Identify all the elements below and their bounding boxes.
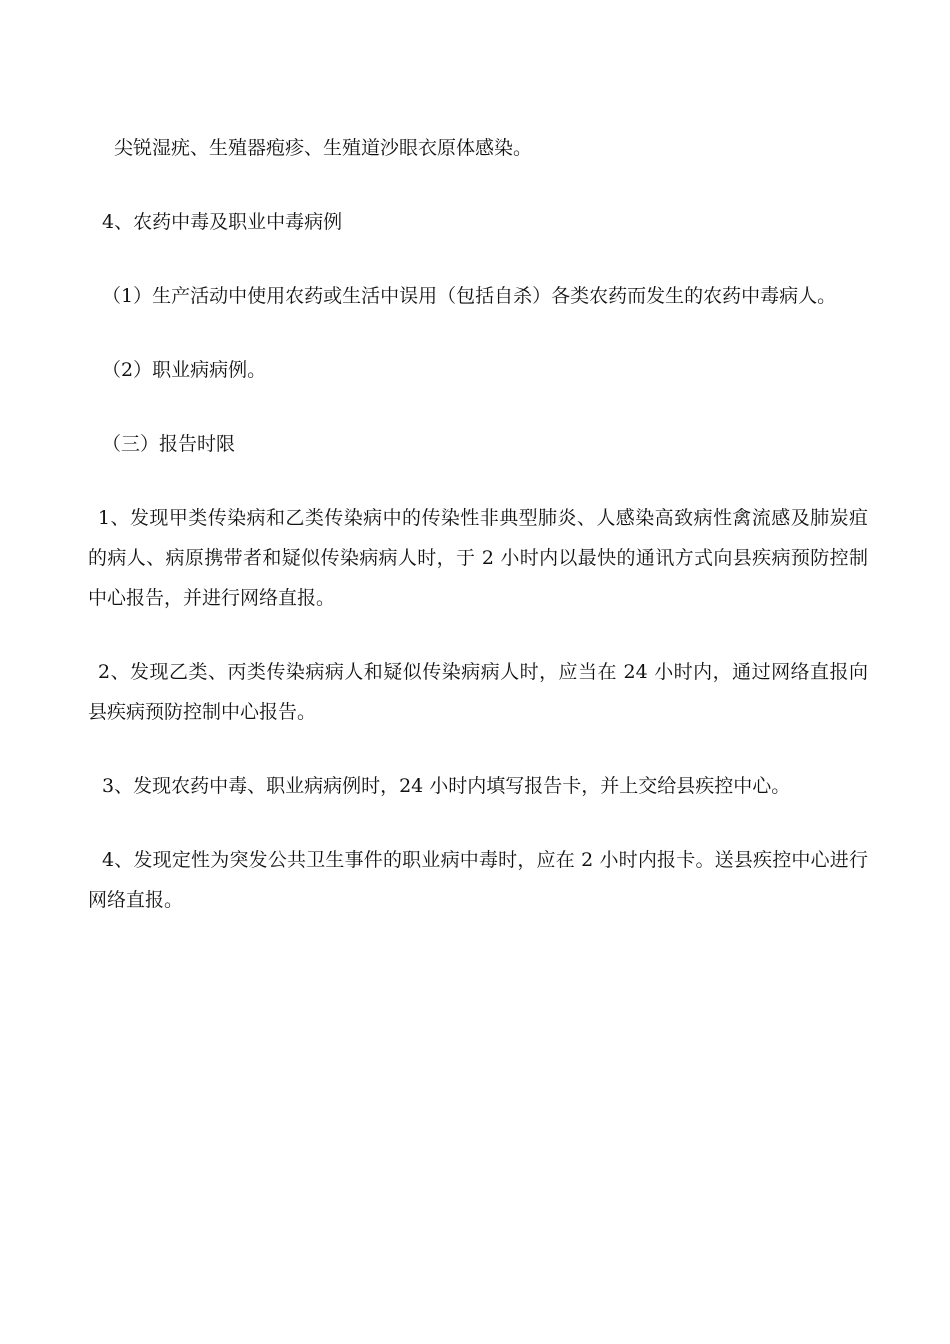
paragraph-std-continuation: 尖锐湿疣、生殖器疱疹、生殖道沙眼衣原体感染。 [114,137,533,159]
paragraph-rule-2: 2、发现乙类、丙类传染病病人和疑似传染病病人时，应当在 24 小时内，通过网络直报向县疾病预防控制中心报告。 [88,661,868,723]
paragraph-rule-1: 1、发现甲类传染病和乙类传染病中的传染性非典型肺炎、人感染高致病性禽流感及肺炭疽的病人、病原携带者和疑似传染病病人时，于 2 小时内以最快的通讯方式向县疾病预防控制中心报告，并进行网络直报。 [88,507,868,609]
paragraph-rule-3: 3、发现农药中毒、职业病病例时，24 小时内填写报告卡，并上交给县疾控中心。 [102,775,791,797]
paragraph-item-2-occupational: （2）职业病病例。 [102,359,267,381]
document-body [88,128,868,954]
paragraph-heading-reporting-time: （三）报告时限 [102,433,236,455]
paragraph-rule-4: 4、发现定性为突发公共卫生事件的职业病中毒时，应在 2 小时内报卡。送县疾控中心进行网络直报。 [88,849,868,911]
paragraph-item-1-pesticide: （1）生产活动中使用农药或生活中误用（包括自杀）各类农药而发生的农药中毒病人。 [102,285,837,307]
paragraph-section-4-heading: 4、农药中毒及职业中毒病例 [102,211,343,233]
